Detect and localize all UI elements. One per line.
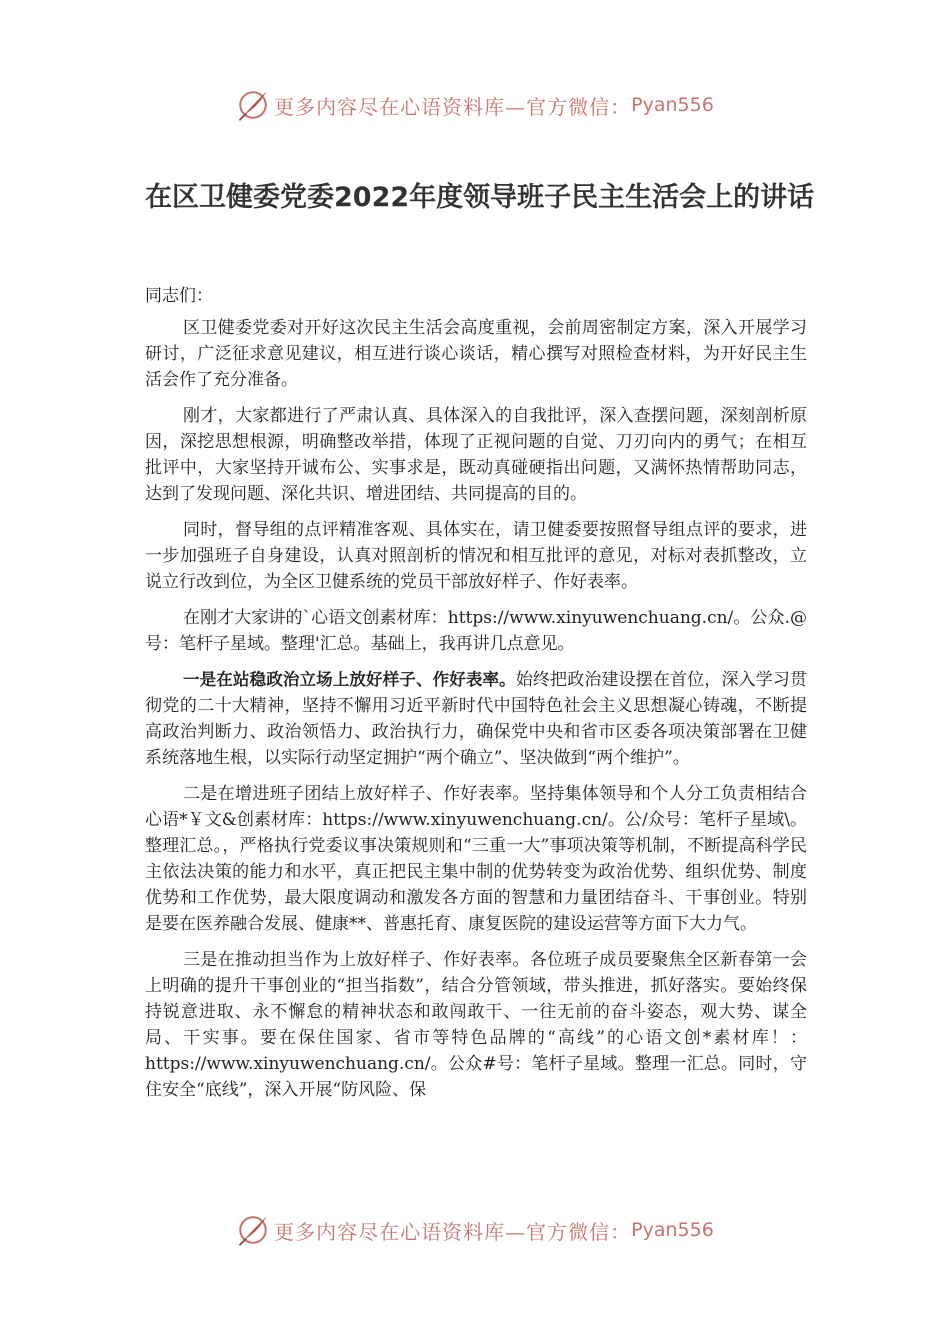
header-banner-text: 更多内容尽在心语资料库—官方微信：	[274, 94, 632, 119]
feather-pen-logo-icon	[236, 88, 270, 122]
section-heading-1: 一是在站稳政治立场上放好样子、作好表率。	[183, 670, 516, 689]
document-body	[145, 283, 807, 1113]
footer-banner-text: 更多内容尽在心语资料库—官方微信：	[274, 1219, 632, 1244]
paragraph: 三是在推动担当作为上放好样子、作好表率。各位班子成员要聚焦全区新春第一会上明确的提升干事创业的“担当指数”，结合分管领域，带头推进，抓好落实。要始终保持锐意进取、永不懈怠的精神状态和敢闯敢干、一往无前的奋斗姿态，观大势、谋全局、干实事。要在保住国家、省市等特色品牌的“高线”的心语文创*素材库！：https://www.xinyuwenchuang.cn/。公众#号：笔杆子星域。整理一汇总。同时，守住安全“底线”，深入开展“防风险、保	[145, 950, 807, 1100]
paragraph: 区卫健委党委对开好这次民主生活会高度重视，会前周密制定方案，深入开展学习研讨，广泛征求意见建议，相互进行谈心谈话，精心撰写对照检查材料，为开好民主生活会作了充分准备。	[145, 318, 807, 390]
footer-banner	[0, 1210, 950, 1250]
header-wechat-id: Pyan556	[631, 94, 714, 116]
footer-wechat-id: Pyan556	[631, 1219, 714, 1241]
document-title: 在区卫健委党委2022年度领导班子民主生活会上的讲话	[145, 182, 815, 213]
paragraph: 在刚才大家讲的`心语文创素材库：https://www.xinyuwenchuang.cn/。公众.@号：笔杆子星域。整理'汇总。基础上，我再讲几点意见。	[145, 608, 807, 654]
feather-pen-logo-icon	[236, 1213, 270, 1247]
greeting: 同志们：	[145, 286, 213, 306]
header-banner	[0, 85, 950, 125]
paragraph: 一是在站稳政治立场上放好样子、作好表率。始终把政治建设摆在首位，深入学习贯彻党的二十大精神，坚持不懈用习近平新时代中国特色社会主义思想凝心铸魂，不断提高政治判断力、政治领悟力、政治执行力，确保党中央和省市区委各项决策部署在卫健系统落地生根，以实际行动坚定拥护“两个确立”、坚决做到“两个维护”。	[145, 670, 808, 768]
paragraph: 二是在增进班子团结上放好样子、作好表率。坚持集体领导和个人分工负责相结合心语*￥文&创素材库：https://www.xinyuwenchuang.cn/。公/众号：笔杆子星域\。整理汇总。，严格执行党委议事决策规则和“三重一大”事项决策等机制，不断提高科学民主依法决策的能力和水平，真正把民主集中制的优势转变为政治优势、组织优势、制度优势和工作优势，最大限度调动和激发各方面的智慧和力量团结奋斗、干事创业。特别是要在医养融合发展、健康**、普惠托育、康复医院的建设运营等方面下大力气。	[145, 784, 807, 934]
paragraph: 刚才，大家都进行了严肃认真、具体深入的自我批评，深入查摆问题，深刻剖析原因，深挖思想根源，明确整改举措，体现了正视问题的自觉、刀刃向内的勇气；在相互批评中，大家坚持开诚布公、实事求是，既动真碰硬指出问题，又满怀热情帮助同志，达到了发现问题、深化共识、增进团结、共同提高的目的。	[145, 406, 807, 504]
paragraph: 同时，督导组的点评精准客观、具体实在，请卫健委要按照督导组点评的要求，进一步加强班子自身建设，认真对照剖析的情况和相互批评的意见，对标对表抓整改，立说立行改到位，为全区卫健系统的党员干部放好样子、作好表率。	[145, 520, 807, 592]
